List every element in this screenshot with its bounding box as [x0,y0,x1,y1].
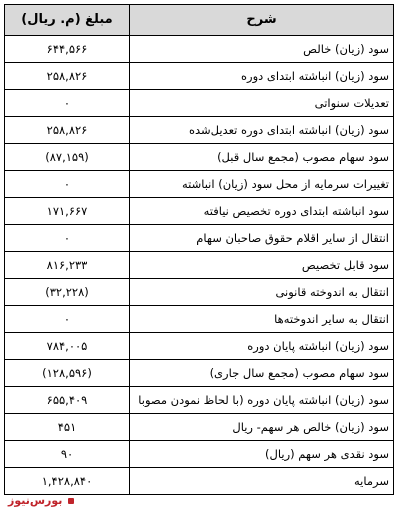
table-row [5,468,394,495]
row-amount: ۱,۴۲۸,۸۴۰ [5,468,130,495]
row-amount: ۰ [5,171,130,198]
row-amount: ۶۴۴,۵۶۶ [5,36,130,63]
header-amount: مبلغ (م. ریال) [5,5,130,36]
row-amount: ۴۵۱ [5,414,130,441]
table-row [5,144,394,171]
row-amount: ۰ [5,306,130,333]
row-description: سود (زیان) انباشته ابتدای دوره تعدیل‌شده [130,117,394,144]
row-description: سرمایه [130,468,394,495]
row-amount: (۸۷,۱۵۹) [5,144,130,171]
row-description: انتقال به سایر اندوخته‌ها [130,306,394,333]
table-body [5,36,394,495]
row-amount: (۱۲۸,۵۹۶) [5,360,130,387]
table-row [5,306,394,333]
table-row [5,63,394,90]
row-amount: ۱۷۱,۶۶۷ [5,198,130,225]
row-description: سود (زیان) انباشته پایان دوره (با لحاظ نمودن مصوبا [130,387,394,414]
table-row [5,360,394,387]
row-description: سود (زیان) انباشته پایان دوره [130,333,394,360]
table-row [5,414,394,441]
watermark-text: بورس‌نیوز [8,494,63,507]
row-description: تعدیلات سنواتی [130,90,394,117]
row-description: سود نقدی هر سهم (ریال) [130,441,394,468]
row-description: سود سهام مصوب (مجمع سال جاری) [130,360,394,387]
table-header-row [5,5,394,36]
row-description: انتقال از سایر اقلام حقوق صاحبان سهام [130,225,394,252]
table-row [5,225,394,252]
table-row [5,387,394,414]
row-description: تغییرات سرمایه از محل سود (زیان) انباشته [130,171,394,198]
table-row [5,252,394,279]
table-row [5,333,394,360]
row-description: سود (زیان) خالص [130,36,394,63]
row-amount: ۰ [5,225,130,252]
row-amount: ۲۵۸,۸۲۶ [5,117,130,144]
row-amount: ۰ [5,90,130,117]
profit-distribution-table [4,4,394,495]
row-description: سود قابل تخصیص [130,252,394,279]
table-row [5,279,394,306]
table-row [5,198,394,225]
table-row [5,171,394,198]
financial-statement-sheet [4,4,397,513]
row-description: انتقال به اندوخته قانونی [130,279,394,306]
header-description: شرح [130,5,394,36]
table-row [5,36,394,63]
row-amount: (۳۲,۲۲۸) [5,279,130,306]
logo-mark-icon [68,498,74,504]
bourse-news-watermark [8,494,74,507]
row-amount: ۹۰ [5,441,130,468]
row-description: سود (زیان) انباشته ابتدای دوره [130,63,394,90]
table-row [5,117,394,144]
table-row [5,90,394,117]
row-amount: ۶۵۵,۴۰۹ [5,387,130,414]
row-amount: ۲۵۸,۸۲۶ [5,63,130,90]
table-row [5,441,394,468]
row-description: سود (زیان) خالص هر سهم- ریال [130,414,394,441]
row-description: سود سهام مصوب (مجمع سال قبل) [130,144,394,171]
row-amount: ۸۱۶,۲۳۳ [5,252,130,279]
row-amount: ۷۸۴,۰۰۵ [5,333,130,360]
row-description: سود انباشته ابتدای دوره تخصیص نیافته [130,198,394,225]
